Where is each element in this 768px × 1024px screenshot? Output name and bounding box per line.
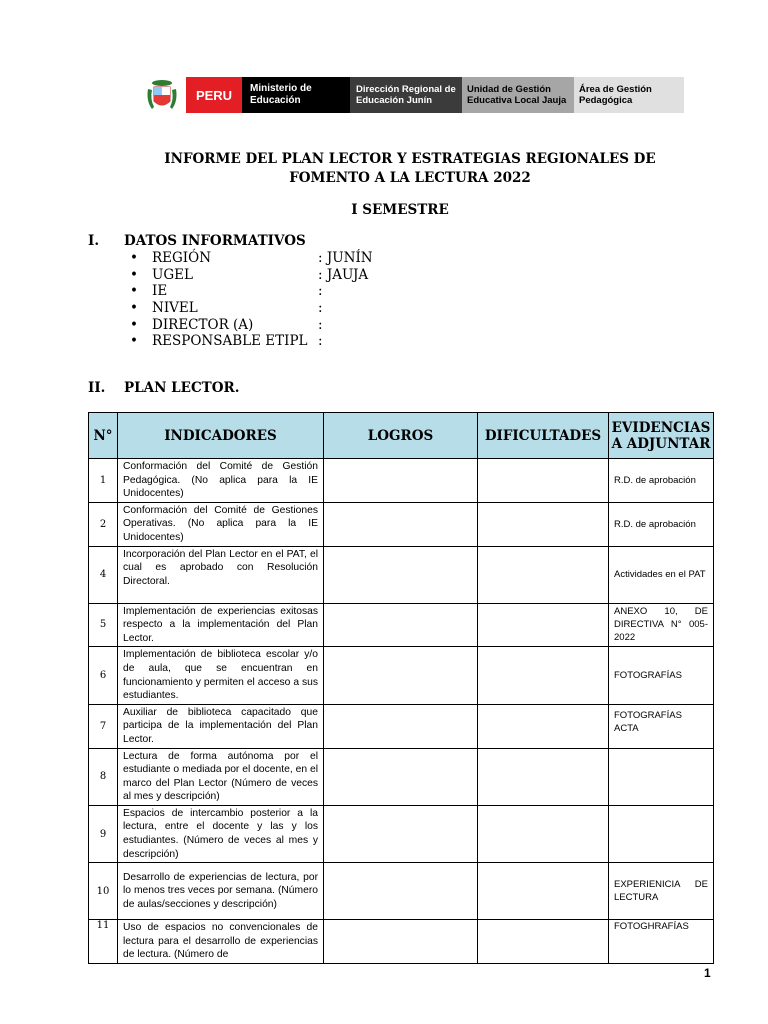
data-key: IE: [152, 283, 168, 300]
row-dificultades-cell[interactable]: [478, 863, 609, 920]
row-evidence: FOTOGRAFÍAS ACTA: [609, 704, 714, 748]
row-dificultades-cell[interactable]: [478, 459, 609, 503]
row-logros-cell[interactable]: [324, 502, 478, 546]
row-number: 9: [89, 805, 118, 862]
header-indicadores: INDICADORES: [118, 413, 324, 459]
row-logros-cell[interactable]: [324, 748, 478, 805]
data-key: UGEL: [152, 266, 193, 283]
row-logros-cell[interactable]: [324, 459, 478, 503]
data-key: RESPONSABLE ETIPL: [152, 333, 308, 350]
data-value: : JAUJA: [318, 266, 369, 283]
header-number: N°: [89, 413, 118, 459]
data-item: [130, 283, 530, 300]
row-indicator: Implementación de biblioteca escolar y/o de aula, que se encuentran en funcionamiento y permiten el acceso a sus estudiantes.: [118, 647, 324, 704]
row-indicator: Uso de espacios no convencionales de lectura para el desarrollo de experiencias de lectura. (Número de: [118, 920, 324, 964]
row-evidence: ANEXO 10, DE DIRECTIVA N° 005-2022: [609, 603, 714, 647]
row-number: 11: [89, 920, 118, 964]
row-evidence: [609, 748, 714, 805]
table-row: [89, 459, 714, 503]
data-item: [130, 333, 530, 350]
row-logros-cell[interactable]: [324, 805, 478, 862]
dre-label: Dirección Regional de Educación Junín: [350, 77, 462, 113]
document-title: [150, 150, 670, 188]
header-logros: LOGROS: [324, 413, 478, 459]
bullet-icon: •: [130, 333, 138, 350]
table-row: [89, 546, 714, 603]
row-dificultades-cell[interactable]: [478, 603, 609, 647]
data-key: DIRECTOR (A): [152, 316, 254, 333]
section-2-number: II.: [88, 380, 106, 396]
row-evidence: [609, 805, 714, 862]
row-indicator: Lectura de forma autónoma por el estudiante o mediada por el docente, en el marco del Plan Lector (Número de veces al mes y descripción): [118, 748, 324, 805]
row-evidence: Actividades en el PAT: [609, 546, 714, 603]
row-dificultades-cell[interactable]: [478, 647, 609, 704]
row-evidence: FOTOGRAFÍAS: [609, 647, 714, 704]
row-number: 2: [89, 502, 118, 546]
row-indicator: Conformación del Comité de Gestión Pedagógica. (No aplica para la IE Unidocentes): [118, 459, 324, 503]
data-value: : JUNÍN: [318, 250, 373, 266]
ministerio-label: Ministerio de Educación: [242, 77, 350, 113]
bullet-icon: •: [130, 283, 138, 300]
row-dificultades-cell[interactable]: [478, 805, 609, 862]
section-2-label: PLAN LECTOR.: [124, 380, 240, 396]
row-dificultades-cell[interactable]: [478, 920, 609, 964]
row-logros-cell[interactable]: [324, 603, 478, 647]
row-evidence: R.D. de aprobación: [609, 502, 714, 546]
title-line-2: FOMENTO A LA LECTURA 2022: [289, 170, 531, 186]
bullet-icon: •: [130, 316, 138, 333]
row-logros-cell[interactable]: [324, 647, 478, 704]
semester-heading: I SEMESTRE: [351, 202, 449, 218]
row-dificultades-cell[interactable]: [478, 748, 609, 805]
row-number: 5: [89, 603, 118, 647]
page-number: 1: [704, 966, 711, 980]
bullet-icon: •: [130, 266, 138, 283]
row-dificultades-cell[interactable]: [478, 502, 609, 546]
data-list: [130, 250, 530, 350]
data-item: [130, 267, 530, 284]
table-row: [89, 704, 714, 748]
row-number: 10: [89, 863, 118, 920]
header-dificultades: DIFICULTADES: [478, 413, 609, 459]
ugel-label: Unidad de Gestión Educativa Local Jauja: [462, 77, 574, 113]
table-header-row: [89, 413, 714, 459]
row-evidence: FOTOGHRAFÍAS: [609, 920, 714, 964]
table-row: [89, 920, 714, 964]
data-key: REGIÓN: [152, 250, 212, 266]
data-value: :: [318, 316, 323, 333]
table-row: [89, 805, 714, 862]
row-evidence: EXPERIENICIA DE LECTURA: [609, 863, 714, 920]
section-1-label: DATOS INFORMATIVOS: [124, 233, 306, 249]
header-evidencias: EVIDENCIAS A ADJUNTAR: [609, 413, 714, 459]
row-indicator: Espacios de intercambio posterior a la lectura, entre el docente y las y los estudiantes. (Número de veces al mes y descripción): [118, 805, 324, 862]
table-row: [89, 502, 714, 546]
peru-badge: PERU: [186, 77, 242, 113]
row-number: 1: [89, 459, 118, 503]
row-logros-cell[interactable]: [324, 863, 478, 920]
table-row: [89, 748, 714, 805]
row-indicator: Auxiliar de biblioteca capacitado que participa de la implementación del Plan Lector.: [118, 704, 324, 748]
area-label: Área de Gestión Pedagógica: [574, 77, 684, 113]
data-item: [130, 300, 530, 317]
row-number: 4: [89, 546, 118, 603]
table-row: [89, 603, 714, 647]
peru-coat-of-arms-icon: [140, 77, 184, 113]
row-dificultades-cell[interactable]: [478, 546, 609, 603]
row-indicator: Implementación de experiencias exitosas respecto a la implementación del Plan Lector.: [118, 603, 324, 647]
title-line-1: INFORME DEL PLAN LECTOR Y ESTRATEGIAS REGIONALES DE: [164, 151, 656, 167]
data-item: [130, 250, 530, 267]
row-indicator: Conformación del Comité de Gestiones Operativas. (No aplica para la IE Unidocentes): [118, 502, 324, 546]
row-number: 8: [89, 748, 118, 805]
bullet-icon: •: [130, 300, 138, 317]
row-indicator: Desarrollo de experiencias de lectura, por lo menos tres veces por semana. (Número de aulas/secciones y descripción): [118, 863, 324, 920]
row-logros-cell[interactable]: [324, 920, 478, 964]
row-number: 7: [89, 704, 118, 748]
data-value: :: [318, 333, 323, 350]
row-evidence: R.D. de aprobación: [609, 459, 714, 503]
row-dificultades-cell[interactable]: [478, 704, 609, 748]
data-key: NIVEL: [152, 300, 198, 317]
row-logros-cell[interactable]: [324, 704, 478, 748]
data-item: [130, 317, 530, 334]
row-number: 6: [89, 647, 118, 704]
row-logros-cell[interactable]: [324, 546, 478, 603]
table-row: [89, 863, 714, 920]
section-1-number: I.: [88, 233, 100, 249]
data-value: :: [318, 300, 323, 317]
data-value: :: [318, 283, 323, 300]
header-banner: [140, 77, 684, 113]
plan-lector-table: [88, 412, 714, 964]
table-row: [89, 647, 714, 704]
row-indicator: Incorporación del Plan Lector en el PAT, el cual es aprobado con Resolución Directoral.: [118, 546, 324, 603]
bullet-icon: •: [130, 250, 138, 266]
